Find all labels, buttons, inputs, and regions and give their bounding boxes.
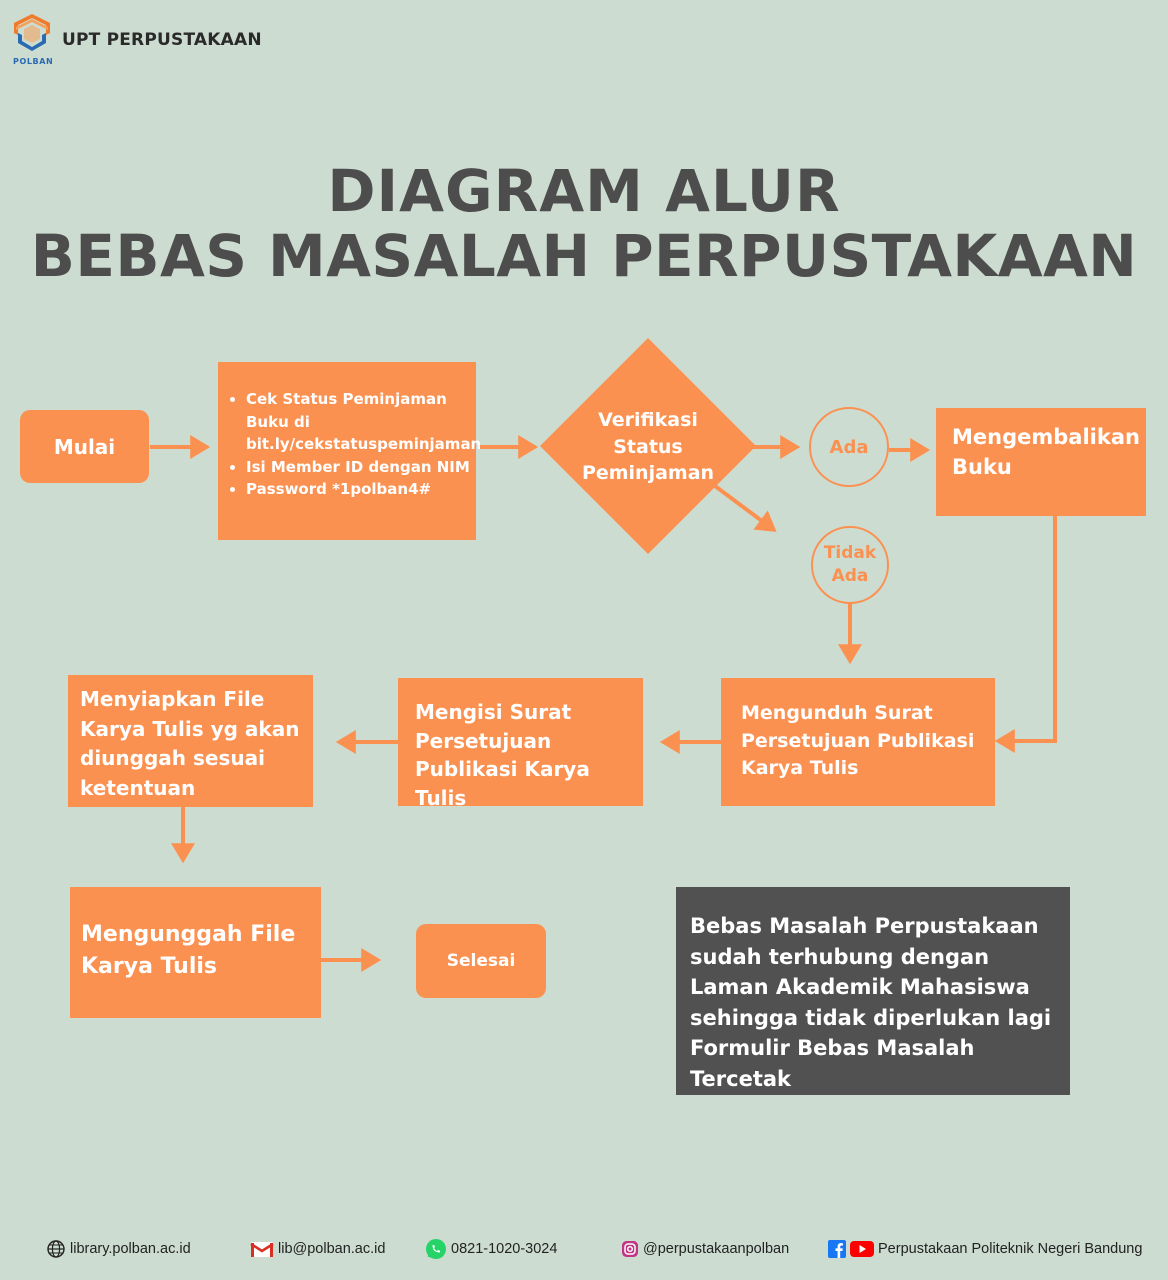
footer-instagram-text: @perpustakaanpolban bbox=[643, 1241, 790, 1257]
end-label: Selesai bbox=[446, 951, 516, 971]
fill-form-label: Mengisi Surat Persetujuan Publikasi Karya Tulis bbox=[415, 700, 590, 810]
check-step-2: • Isi Member ID dengan NIM bbox=[246, 456, 472, 479]
arrow-return-to-download bbox=[998, 516, 1055, 741]
footer-whatsapp[interactable] bbox=[425, 1238, 557, 1260]
whatsapp-icon bbox=[425, 1238, 447, 1260]
check-steps-box bbox=[218, 362, 482, 540]
download-label: Mengunduh Surat Persetujuan Publikasi Karya Tulis bbox=[741, 702, 975, 779]
check-steps-list bbox=[224, 388, 482, 501]
return-books-label: Mengembalikan Buku bbox=[952, 425, 1140, 479]
instagram-icon bbox=[621, 1240, 639, 1258]
fill-form-box bbox=[398, 678, 643, 810]
return-books-box bbox=[936, 408, 1146, 516]
org-name: UPT PERPUSTAKAAN bbox=[62, 30, 262, 50]
footer-instagram[interactable] bbox=[621, 1238, 789, 1260]
check-step-1: • Cek Status Peminjaman Buku di bit.ly/cekstatuspeminjaman bbox=[246, 388, 472, 456]
gmail-icon bbox=[250, 1240, 274, 1258]
youtube-icon bbox=[850, 1240, 874, 1258]
start-label: Mulai bbox=[53, 434, 116, 459]
footer-website[interactable] bbox=[46, 1238, 191, 1260]
tidak-ada-label: Tidak Ada bbox=[823, 543, 877, 586]
check-step-3: • Password *1polban4# bbox=[246, 478, 472, 501]
start-node bbox=[20, 410, 149, 483]
footer-website-text: library.polban.ac.id bbox=[70, 1241, 191, 1257]
facebook-icon bbox=[828, 1240, 846, 1258]
ada-circle bbox=[809, 407, 889, 487]
footer-social-text: Perpustakaan Politeknik Negeri Bandung bbox=[878, 1241, 1143, 1257]
download-box bbox=[721, 678, 995, 806]
footer-whatsapp-text: 0821-1020-3024 bbox=[451, 1241, 558, 1257]
ada-label: Ada bbox=[829, 436, 869, 458]
footer-email[interactable] bbox=[250, 1238, 385, 1260]
footer-email-text: lib@polban.ac.id bbox=[278, 1241, 386, 1257]
upload-box bbox=[70, 887, 321, 1018]
globe-icon bbox=[46, 1239, 66, 1259]
end-node bbox=[416, 924, 546, 998]
prepare-file-label: Menyiapkan File Karya Tulis yg akan diunggah sesuai ketentuan bbox=[80, 687, 300, 800]
prepare-file-box bbox=[68, 675, 313, 807]
page-title-line1: DIAGRAM ALUR bbox=[327, 157, 841, 225]
info-note-text: Bebas Masalah Perpustakaan sudah terhubung dengan Laman Akademik Mahasiswa sehingga tidak diperlukan lagi Formulir Bebas Masalah Tercetak bbox=[690, 914, 1052, 1091]
page-title-line2: BEBAS MASALAH PERPUSTAKAAN bbox=[30, 222, 1138, 290]
footer-social[interactable] bbox=[828, 1238, 1142, 1260]
info-note bbox=[676, 887, 1070, 1095]
tidak-ada-circle bbox=[811, 526, 889, 604]
upload-label: Mengunggah File Karya Tulis bbox=[81, 922, 296, 979]
logo-caption: POLBAN bbox=[13, 57, 54, 66]
verify-label: Verifikasi Status Peminjaman bbox=[581, 409, 715, 485]
